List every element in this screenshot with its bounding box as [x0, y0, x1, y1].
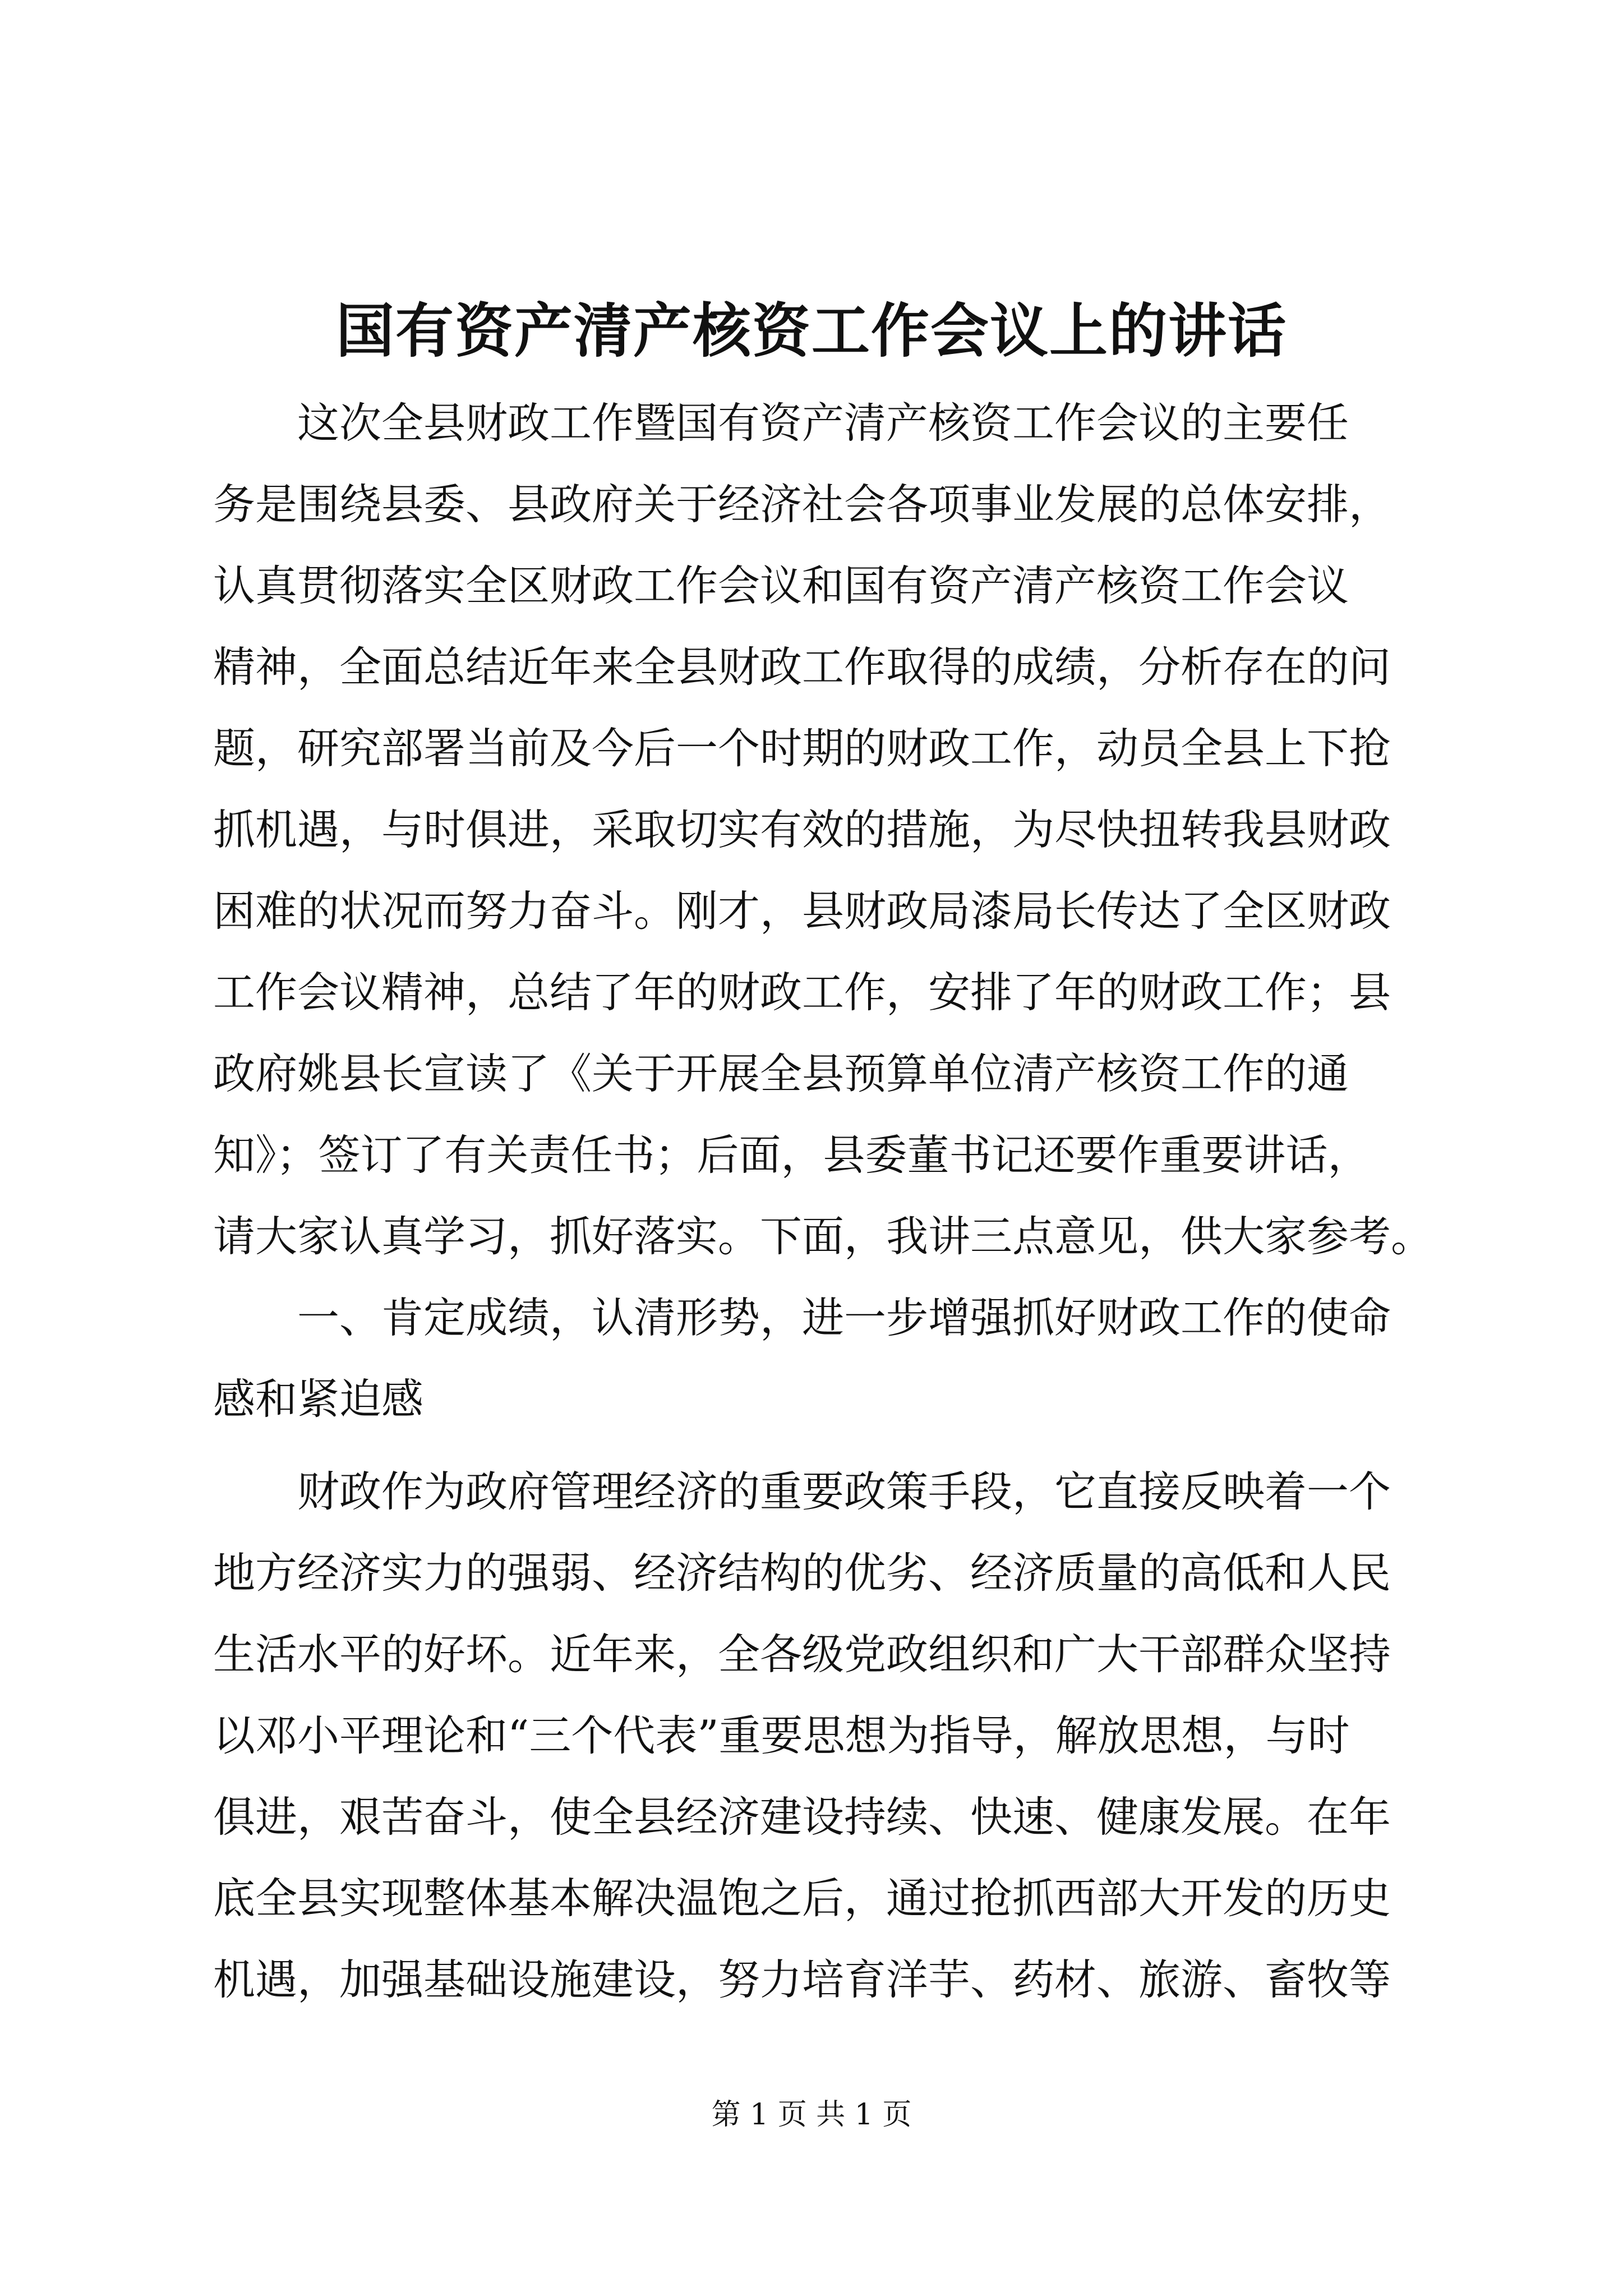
text-line: 财政作为政府管理经济的重要政策手段，它直接反映着一个: [213, 1467, 1391, 1516]
text-line: 生活水平的好坏。近年来，全各级党政组织和广大干部群众坚持: [213, 1630, 1391, 1679]
text-line: 工作会议精神，总结了年的财政工作，安排了年的财政工作；县: [213, 968, 1391, 1017]
page-number: 第 1 页 共 1 页: [711, 2098, 912, 2132]
text-line: 请大家认真学习，抓好落实。下面，我讲三点意见，供大家参考。: [213, 1212, 1433, 1261]
text-line: 这次全县财政工作暨国有资产清产核资工作会议的主要任: [213, 398, 1349, 448]
section-heading-line: 感和紧迫感: [213, 1374, 424, 1424]
document-body: [213, 383, 1436, 2021]
text-line: 知》；签订了有关责任书；后面，县委董书记还要作重要讲话，: [213, 1130, 1370, 1180]
section-heading-line: 一、肯定成绩，认清形势，进一步增强抓好财政工作的使命: [213, 1293, 1391, 1342]
text-line: 地方经济实力的强弱、经济结构的优劣、经济质量的高低和人民: [213, 1548, 1391, 1598]
text-line: 底全县实现整体基本解决温饱之后，通过抢抓西部大开发的历史: [213, 1874, 1391, 1923]
text-line: 困难的状况而努力奋斗。刚才，县财政局漆局长传达了全区财政: [213, 886, 1391, 936]
text-line: 抓机遇，与时俱进，采取切实有效的措施，为尽快扭转我县财政: [213, 805, 1391, 854]
text-line: 务是围绕县委、县政府关于经济社会各项事业发展的总体安排，: [213, 480, 1391, 529]
text-line: 认真贯彻落实全区财政工作会议和国有资产清产核资工作会议: [213, 561, 1349, 610]
text-line: 机遇，加强基础设施建设，努力培育洋芋、药材、旅游、畜牧等: [213, 1955, 1391, 2004]
paragraph-gap: [213, 1440, 1436, 1451]
text-line: 以邓小平理论和“三个代表”重要思想为指导，解放思想，与时: [213, 1711, 1350, 1760]
text-line: 政府姚县长宣读了《关于开展全县预算单位清产核资工作的通: [213, 1049, 1349, 1098]
text-line: 精神，全面总结近年来全县财政工作取得的成绩，分析存在的问: [213, 642, 1391, 692]
text-line: 题，研究部署当前及今后一个时期的财政工作，动员全县上下抢: [213, 724, 1391, 773]
text-line: 俱进，艰苦奋斗，使全县经济建设持续、快速、健康发展。在年: [213, 1792, 1391, 1842]
document-title: 国有资产清产核资工作会议上的讲话: [335, 296, 1287, 365]
